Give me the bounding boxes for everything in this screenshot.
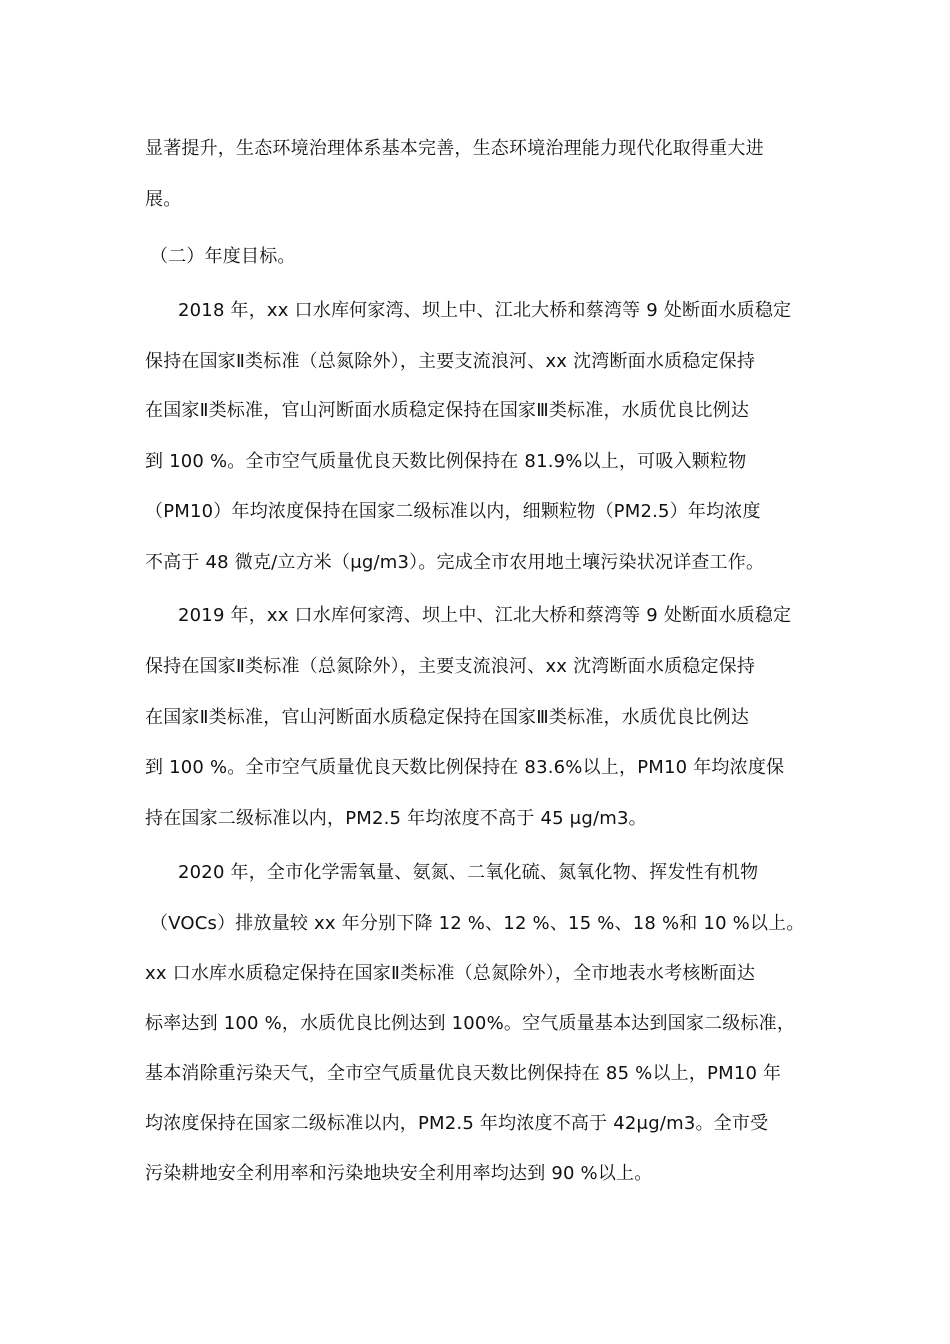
text-line: （PM10）年均浓度保持在国家二级标准以内，细颗粒物（PM2.5）年均浓度 <box>145 501 761 522</box>
text-line: 保持在国家Ⅱ类标准（总氮除外），主要支流浪河、xx 沈湾断面水质稳定保持 <box>145 351 756 372</box>
text-line: 不高于 48 微克/立方米（μg/m3）。完成全市农用地土壤污染状况详查工作。 <box>145 552 765 573</box>
text-line: 2019 年，xx 口水库何家湾、坝上中、江北大桥和蔡湾等 9 处断面水质稳定 <box>178 605 792 626</box>
text-line: 2020 年，全市化学需氧量、氨氮、二氧化硫、氮氧化物、挥发性有机物 <box>178 862 759 883</box>
text-line: 基本消除重污染天气，全市空气质量优良天数比例保持在 85 %以上，PM10 年 <box>145 1063 782 1084</box>
text-line: 均浓度保持在国家二级标准以内，PM2.5 年均浓度不高于 42μg/m3。全市受 <box>145 1113 769 1134</box>
text-line: 标率达到 100 %，水质优良比例达到 100%。空气质量基本达到国家二级标准， <box>145 1013 796 1034</box>
text-line: 保持在国家Ⅱ类标准（总氮除外），主要支流浪河、xx 沈湾断面水质稳定保持 <box>145 656 756 677</box>
text-line: （VOCs）排放量较 xx 年分别下降 12 %、12 %、15 %、18 %和 10 %以上。 <box>150 913 805 934</box>
text-line: 持在国家二级标准以内，PM2.5 年均浓度不高于 45 μg/m3。 <box>145 808 647 829</box>
text-line: xx 口水库水质稳定保持在国家Ⅱ类标准（总氮除外），全市地表水考核断面达 <box>145 963 756 984</box>
text-line: 显著提升，生态环境治理体系基本完善，生态环境治理能力现代化取得重大进 <box>145 138 764 159</box>
section-heading: （二）年度目标。 <box>150 246 296 267</box>
text-line: 在国家Ⅱ类标准，官山河断面水质稳定保持在国家Ⅲ类标准，水质优良比例达 <box>145 707 750 728</box>
text-line: 到 100 %。全市空气质量优良天数比例保持在 83.6%以上，PM10 年均浓度保 <box>145 757 785 778</box>
text-line: 2018 年，xx 口水库何家湾、坝上中、江北大桥和蔡湾等 9 处断面水质稳定 <box>178 300 792 321</box>
text-line: 展。 <box>145 189 182 210</box>
text-line: 在国家Ⅱ类标准，官山河断面水质稳定保持在国家Ⅲ类标准，水质优良比例达 <box>145 400 750 421</box>
text-line: 污染耕地安全利用率和污染地块安全利用率均达到 90 %以上。 <box>145 1163 653 1184</box>
text-line: 到 100 %。全市空气质量优良天数比例保持在 81.9%以上，可吸入颗粒物 <box>145 451 747 472</box>
